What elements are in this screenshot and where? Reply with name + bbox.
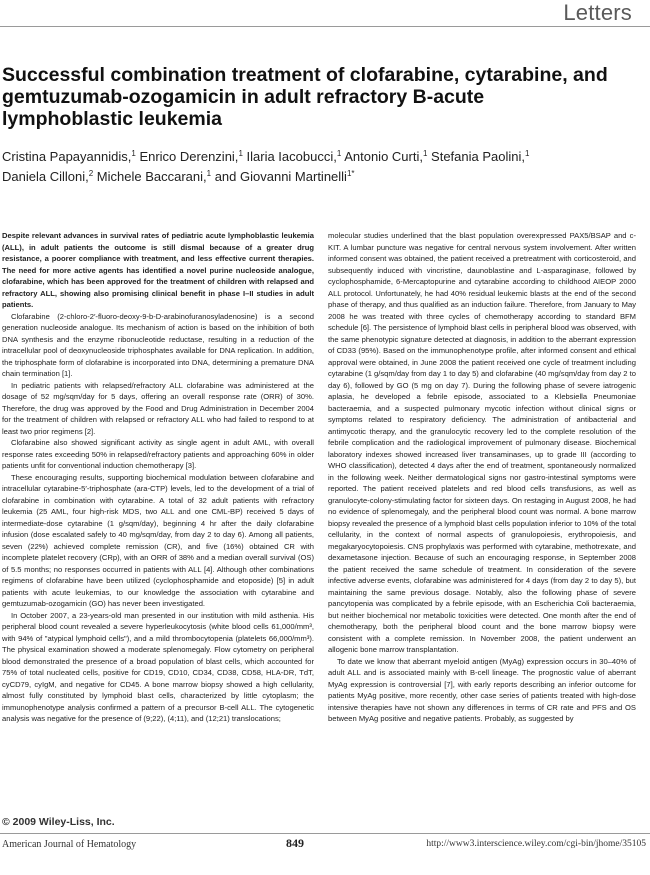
author-affiliation: 1 [131, 149, 136, 158]
body-paragraph: Clofarabine also showed significant activity as single agent in adult AML, with overall response rates exceeding 50% in relapsed/refractory patients and approaching 60% in older patients unfit for conventional induction chemotherapy [3]. [2, 438, 314, 470]
abstract-paragraph: Despite relevant advances in survival rates of pediatric acute lymphoblastic leukemia (ALL), in adult patients the outcome is still dismal because of a greater drug resistance, a poorer compliance with treatment, and less effective current therapies. The need for more active agents has identified a novel purine nucleoside analogue, clofarabine, which has been approved for the treatment of children with relapsed and refractory ALL, showing also promising clinical benefit in phase I–II studies in adult patients. [2, 231, 314, 309]
author-name: and Giovanni Martinelli [214, 169, 347, 184]
author-affiliation: 1 [238, 149, 243, 158]
author-affiliation: 2 [88, 169, 94, 178]
journal-url[interactable]: http://www3.interscience.wiley.com/cgi-bin/jhome/35105 [426, 839, 646, 849]
author-affiliation: 1 [206, 169, 212, 178]
author-name: Stefania Paolini, [431, 149, 525, 164]
body-paragraph: These encouraging results, supporting biochemical modulation between clofarabine and intracellular cytarabine-5′-triphosphate (ara-CTP) levels, led to the development of a trial of clofarabine in combination with cytarabine. A total of 32 adult patients with refractory leukemia (25 AML, four high-risk MDS, two ALL and one CML-BP) received 5 days of intermediate-dose cytarabine (1 g/sqm/day), beginning 4 hr after the daily clofarabine infusion (dose escalated safely to 40 mg/sqm/day, from day 2 to day 6). Among all patients, seven (22%) achieved complete remission (CR), and five (16%) obtained CR with incomplete platelet recovery (CRp), with an ORR of 38% and a median overall survival (OS) of 5.5 months; no responses occurred in patients with ALL [4]. Although other combinations regimens of clofarabine have been utilized (cyclophosphamide and etoposide) [5] in adult patients with acute leukemias, to our knowledge the association with cytarabine and gemtuzumab-ozogamicin (GO) has never been investigated. [2, 472, 314, 608]
author-list [2, 145, 642, 185]
page-number: 849 [286, 836, 304, 850]
body-paragraph: molecular studies underlined that the blast population overexpressed PAX5/BSAP and c-KIT. A lumbar puncture was negative for central nervous system involvement. After written informed consent was obtained, the patient received a pretreatment with corticosteroid, and subsequently induced with vincristine, daunoblastine and L-asparaginase, followed by cyclophosphamide, 6-Mercaptopurine and cytarabine according to childhood AIEOP 2000 ALL protocol. Unfortunately, he had 40% residual leukemic blasts at the end of the second phase of therapy, and thus qualified as an induction failure. Therefore, from January to May 2008 he was treated with three cycles of chemotherapy according to standard BFM schedule [6]. The persistence of lymphoid blast cells in peripheral blood was observed, with the same phenotypic signature detected at diagnosis, in addition to the aberrant expression of CD33 (95%). Based on the immunophenotype profile, after informed consent and ethical approval were obtained, in June 2008 the patient received one cycle of treatment including cytarabine (1 g/sqm/day from day 1 to day 5) and clofarabine (40 mg/sqm/day from day 2 to day 6), followed by GO (5 mg on day 7). During the following phase of severe iatrogenic aplasia, he developed a febrile episode, associated to a Klebsiella Pneumoniae bacteraemia, and a suspected pulmonary mycotic infection without clinical signs or symptoms related to respiratory deficiency. The administration of antibacterial and antimycotic therapy, and the granulocytic recovery led to the complete resolution of the febrile complication and the radiological improvement of pulmonary disease. Biochemical laboratory indexes showed increased liver transaminases, up to grade III (according to WHO classification), detected 4 days after the end of treatment, spontaneously normalized in the following week. Neither dermatological signs nor gastro-intestinal symptoms were reported. The patient received platelets and red blood cells transfusions, as well as granulocyte-colony-stimulating factor for sixteen days. On restaging in August 2008, he had no evidence of splenomegaly, and the peripheral blood count was normal. A bone marrow biopsy revealed the presence of a lymphoid blast cells population inferior to 10% of the total cellularity, in the context of normal aspects of granulopoiesis, erythropoiesis, and megakaryocytopoiesis. CNS prophylaxis was performed with cytarabine, methotrexate, and dexametasone injection. Because of such an encouraging response, in September 2008 the patient received the same schedule of treatment. In consideration of the severe infective adverse events, clofarabine was administered for 4 days (from day 2 to day 5), but maintaining the same previous dosage. Notably, also the following phase of severe pancytopenia was complicated by a febrile episode, with an Escherichia Coli bacteraemia, but neither biochemical nor metabolic toxicities were detected. One month after the end of chemotherapy, both the peripheral blood count and the bone marrow biopsy were consistent with a complete remission. In November 2008, the patient underwent an allogenic bone marrow transplantation. [328, 231, 636, 654]
footer-divider [0, 833, 650, 834]
author-name: Cristina Papayannidis, [2, 149, 132, 164]
left-column [2, 230, 314, 725]
author-affiliation: 1 [525, 149, 530, 158]
author-name: Enrico Derenzini, [139, 149, 239, 164]
section-label: Letters [563, 0, 632, 25]
author-name: Antonio Curti, [344, 149, 423, 164]
author-name: Daniela Cilloni, [2, 169, 89, 184]
body-paragraph: In pediatric patients with relapsed/refractory ALL clofarabine was administered at the dosage of 52 mg/sqm/day for 5 days, offering an overall response rate (ORR) of 30%. Therefore, the drug was approved by the Food and Drug Administration in December 2004 for the treatment of children with relapsed or refractory ALL who had failed to respond to at least two prior regimens [2]. [2, 380, 314, 436]
author-affiliation: 1* [346, 169, 355, 178]
journal-name: American Journal of Hematology [2, 839, 137, 850]
right-column [328, 230, 636, 725]
header-divider [0, 26, 650, 27]
copyright-notice: © 2009 Wiley-Liss, Inc. [2, 816, 115, 828]
author-name: Michele Baccarani, [96, 169, 207, 184]
body-paragraph: Clofarabine (2-chloro-2′-fluoro-deoxy-9-b-D-arabinofuranosyladenosine) is a second generation nucleoside analogue. Its mechanism of action is based on the inhibition of both DNA synthesis and the enzyme ribonucleotide reductase, resulting in a reduction of the intracellular pool of deoxynucleoside triphosphates available for DNA replication. In addition, the triphosphate form of clofarabine is incorporated into DNA, determining a premature DNA chain termination [1]. [2, 311, 314, 378]
body-paragraph: To date we know that aberrant myeloid antigen (MyAg) expression occurs in 30–40% of adult ALL and is associated mainly with B-cell lineage. The prognostic value of aberrant MyAg expression is controversial [7], with early reports describing an inferior outcome for patients MyAg positive, more recently, other case series of patients treated with high-dose intensive therapies have not shown any differences in terms of CR rate and PFS and OS between MyAg positive and negative patients. Probably, as suggested by [328, 656, 636, 723]
author-affiliation: 1 [336, 149, 342, 158]
author-affiliation: 1 [422, 149, 428, 158]
article-title: Successful combination treatment of clofarabine, cytarabine, and gemtuzumab-ozogamicin in adult refractory B-acute lymphoblastic leukemia [2, 64, 608, 130]
body-paragraph: In October 2007, a 23-years-old man presented in our institution with mild asthenia. His peripheral blood count revealed a severe hyperleukocytosis (white blood cells 61,000/mm³, with 94% of "atypical lymphoid cells"), and a mild thrombocytopenia (platelets 66,000/mm³). The physical examination showed a moderate splenomegaly. Flow cytometry on peripheral blood demonstrated the presence of a broad population of blast cells, which accounted for 75% of total nucleated cells, positive for CD19, CD10, CD34, CD38, CD58, HLA-DR, TdT, cyCD79, cyIgM, and negative for CD45. A bone marrow biopsy showed a high cellularity, almost fully constituted by lymphoid blast cells, characterized by little cytoplasm; the immunophenotype analysis confirmed a pattern of a precursor B-cell ALL. The cytogenetic analysis was negative for the presence of (9;22), (4;11), and (12;21) translocations; [2, 610, 314, 723]
author-name: Ilaria Iacobucci, [246, 149, 337, 164]
